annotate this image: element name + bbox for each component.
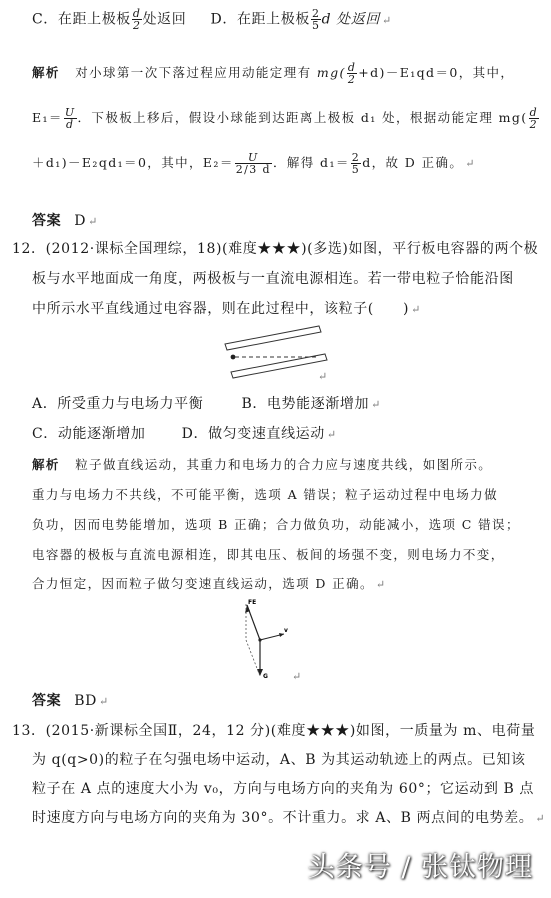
- option-a: A．所受重力与电场力平衡: [32, 396, 204, 412]
- particle-dot: [231, 355, 236, 360]
- q13-line-1: 13．(2015·新课标全国Ⅱ，24，12 分)(难度★★★)如图，一质量为 m、电荷量: [12, 723, 536, 739]
- gravity-label: G: [263, 673, 268, 680]
- analysis-label: 解析: [32, 65, 60, 80]
- paragraph-mark: ↵: [292, 670, 302, 683]
- velocity-label: v: [284, 627, 288, 634]
- q12-analysis-line-2: 重力与电场力不共线，不可能平衡，选项 A 错误；粒子运动过程中电场力做: [32, 487, 498, 502]
- answer-value: D: [74, 213, 87, 229]
- watermark: 头条号 / 张钛物理: [307, 852, 533, 883]
- option-d: D．做匀变速直线运动: [181, 426, 325, 442]
- prev-answer: 答案 D ↵: [32, 213, 98, 229]
- q13-line-4: 时速度方向与电场方向的夹角为 30°。不计重力。求 A、B 两点间的电势差。 ↵: [32, 810, 546, 826]
- capacitor-figure: [215, 322, 335, 384]
- q12-line-1: 12．(2012·课标全国理综，18)(难度★★★)(多选)如图，平行板电容器的两个极: [12, 241, 539, 257]
- option-d-prev-post: d 处返回: [321, 11, 380, 28]
- prev-analysis-line-2: E₁＝ $\frac{U}{d}$ ．下极板上移后，假设小球能到达距离上极板 d₁ 处，根据动能定理 mg( $\frac{d}{2}$: [32, 106, 539, 131]
- q13-line-3: 粒子在 A 点的速度大小为 v₀，方向与电场方向的夹角为 60°；它运动到 B 点: [32, 781, 535, 797]
- parallelogram-dashed: [246, 640, 260, 676]
- upper-plate: [225, 326, 321, 350]
- answer-value: BD: [74, 693, 97, 709]
- answer-label: 答案: [32, 693, 62, 709]
- paragraph-mark: ↵: [318, 370, 328, 383]
- option-c-fraction: $\frac{d}{2}$: [132, 7, 141, 32]
- q12-analysis-line-5: 合力恒定，因而粒子做匀变速直线运动，选项 D 正确。 ↵: [32, 576, 387, 591]
- answer-label: 答案: [32, 213, 62, 229]
- prev-analysis-line-3: ＋d₁)－E₂qd₁＝0，其中，E₂＝ $\frac{U}{2/3 d}$ ．解得 d₁＝ $\frac{2}{5}$ d，故 D 正确。 ↵: [32, 151, 476, 176]
- q12-line-3: 中所示水平直线通过电容器，则在此过程中，该粒子( ) ↵: [32, 301, 421, 317]
- q12-options-cd: C．动能逐渐增加 D．做匀变速直线运动 ↵: [32, 426, 337, 442]
- option-c-prev-post: 处返回: [142, 11, 187, 28]
- lower-plate: [231, 354, 327, 378]
- paragraph-mark: ↵: [381, 13, 392, 27]
- analysis-label: 解析: [32, 457, 60, 472]
- q12-analysis-line-1: 解析 粒子做直线运动，其重力和电场力的合力应与速度共线，如图所示。: [32, 457, 493, 472]
- q12-analysis-line-4: 电容器的极板与直流电源相连，即其电压、板间的场强不变，则电场力不变，: [32, 547, 505, 562]
- option-c: C．动能逐渐增加: [32, 426, 146, 442]
- q12-answer: 答案 BD ↵: [32, 693, 109, 709]
- q12-options-ab: A．所受重力与电场力平衡 B．电势能逐渐增加 ↵: [32, 396, 381, 412]
- option-c-prev-pre: C．在距上极板: [32, 11, 131, 28]
- option-b: B．电势能逐渐增加: [241, 396, 370, 412]
- option-c-prev: [32, 8, 392, 31]
- option-d-fraction: $\frac{2}{5}$: [311, 7, 320, 32]
- option-d-prev-pre: D．在距上极板: [210, 11, 310, 28]
- q12-line-2: 板与水平地面成一角度，两极板与一直流电源相连。若一带电粒子恰能沿图: [32, 271, 514, 287]
- q12-analysis-line-3: 负功，因而电势能增加，选项 B 正确；合力做负功，动能减小，选项 C 错误；: [32, 517, 520, 532]
- particle-point: [258, 638, 261, 641]
- fe-label: FE: [248, 599, 257, 606]
- prev-analysis-line-1: 解析 对小球第一次下落过程应用动能定理有 mg( $\frac{d}{2}$ +d)－E₁qd＝0，其中，: [32, 61, 515, 86]
- q13-line-2: 为 q(q>0)的粒子在匀强电场中运动，A、B 为其运动轨迹上的两点。已知该: [32, 752, 526, 768]
